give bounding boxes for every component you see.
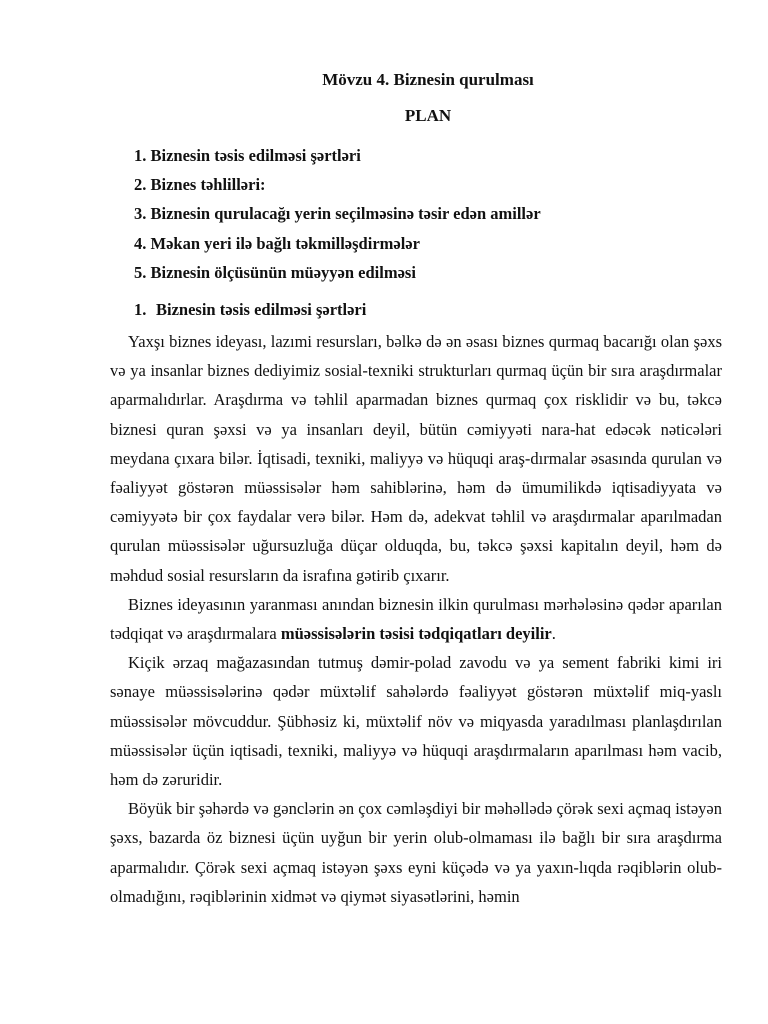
paragraph: Kiçik ərzaq mağazasından tutmuş dəmir-polad zavodu və ya sement fabriki kimi iri sənaye müəssisələrinə qədər müxtəlif sahələrdə fəaliyyət göstərən müxtəlif miq-yaslı müəssisələr mövcuddur. Şübhəsiz ki, müxtəlif növ və miqyasda yaradılması planlaşdırılan müəssisələr üçün iqtisadi, texniki, maliyyə və hüquqi araşdırmaların aparılması həm vacib, həm də zəruridir. — [110, 653, 722, 790]
plan-list — [134, 141, 541, 287]
page-title: Mövzu 4. Biznesin qurulması — [322, 70, 534, 89]
plan-item: 4. Məkan yeri ilə bağlı təkmilləşdirmələr — [134, 233, 420, 253]
section-number: 1. — [134, 300, 147, 319]
paragraph-text: . — [551, 624, 556, 644]
plan-heading: PLAN — [404, 106, 452, 125]
paragraph: Böyük bir şəhərdə və gənclərin ən çox cəmləşdiyi bir məhəllədə çörək sexi açmaq istəyən şəxs, bazarda öz biznesi üçün uyğun bir yerin olub-olmaması ilə bağlı bir sıra araşdırma aparmalıdır. Çörək sexi açmaq istəyən şəxs eyni küçədə və ya yaxın-lıqda rəqiblərin olub-olmadığını, rəqiblərinin xidmət və qiymət siyasətlərini, həmin — [110, 799, 722, 906]
section-heading — [134, 300, 366, 320]
body-text — [110, 327, 722, 911]
plan-item: 2. Biznes təhlilləri: — [134, 175, 266, 195]
paragraph-text: Biznes ideyasının yaranması anından biznesin ilkin qurulması mərhələsinə qədər aparılan tədqiqat və araşdırmalara — [110, 594, 722, 644]
plan-item: 5. Biznesin ölçüsünün müəyyən edilməsi — [134, 262, 416, 282]
plan-item: 1. Biznesin təsis edilməsi şərtləri — [134, 146, 361, 165]
plan-item: 3. Biznesin qurulacağı yerin seçilməsinə təsir edən amillər — [134, 204, 541, 224]
section-title: Biznesin təsis edilməsi şərtləri — [156, 300, 367, 319]
paragraph: Yaxşı biznes ideyası, lazımi resursları, bəlkə də ən əsası biznes qurmaq bacarığı olan şəxs və ya insanlar biznes dediyimiz sosial-texniki strukturları qurmaq üçün bir sıra araşdırmalar aparmalıdırlar. Araşdırma və təhlil aparmadan biznes qurmaq çox risklidir və bu, təkcə biznesi quran şəxsi və ya insanları deyil, bütün cəmiyyəti nara-hat edəcək nəticələri meydana çıxara bilər. İqtisadi, texniki, maliyyə və hüquqi araş-dırmalar əsasında qurulan və fəaliyyət göstərən müəssisələr həm sahiblərinə, həm də ümumilikdə iqtisadiyyata və cəmiyyətə bir çox faydalar verə bilər. Həm də, adekvat təhlil və araşdırmalar aparılmadan qurulan müəssisələr uğursuzluğa düçar olduqda, bu, təkcə şəxsi kapitalın deyil, həm də məhdud sosial resursların da israfına gətirib çıxarır. — [110, 332, 722, 585]
paragraph — [110, 590, 722, 648]
definition-term: müəssisələrin təsisi tədqiqatları deyilir — [280, 624, 552, 644]
